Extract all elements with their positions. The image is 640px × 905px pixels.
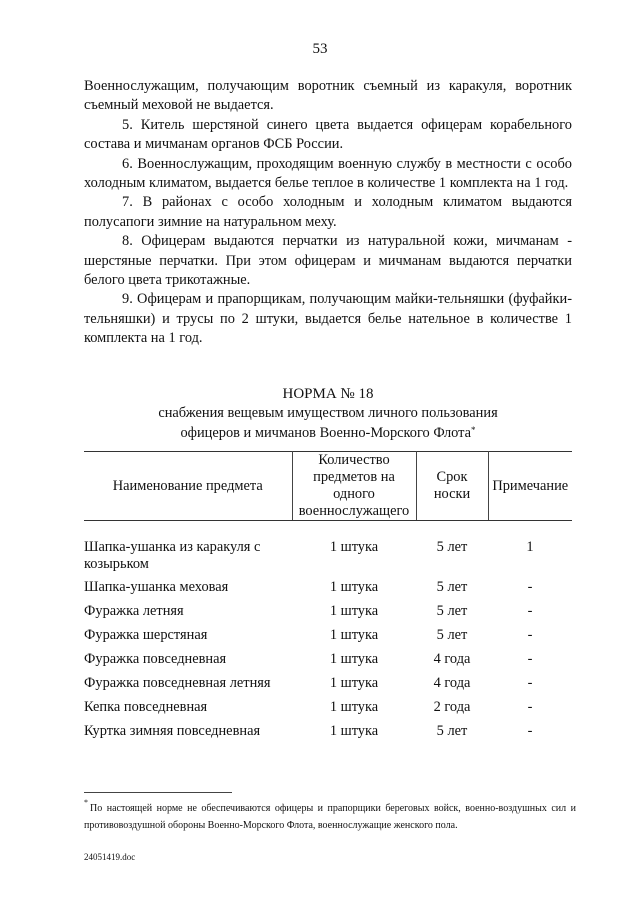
row-term: 4 года <box>433 651 471 667</box>
table-row <box>84 579 572 603</box>
norm-table <box>84 451 572 747</box>
body-text <box>84 77 572 349</box>
paragraph-8: 8. Офицерам выдаются перчатки из натуральной кожи, мичманам - шерстяные перчатки. При этом офицерам и мичманам выдаются перчатки белого цвета трикотажные. <box>84 233 572 289</box>
row-term: 5 лет <box>436 579 468 595</box>
row-item-name: Фуражка шерстяная <box>84 627 208 643</box>
table-row <box>84 651 572 675</box>
row-item-name: Фуражка повседневная <box>84 651 227 667</box>
paragraph-6: 6. Военнослужащим, проходящим военную службу в местности с особо холодным климатом, выдается белье теплое в количестве 1 комплекта на 1 год. <box>84 155 572 192</box>
row-quantity: 1 штука <box>329 675 379 691</box>
row-note: - <box>527 579 533 595</box>
norm-subtitle-line-2 <box>84 424 572 443</box>
footnote <box>84 800 576 834</box>
row-term: 5 лет <box>436 723 468 739</box>
row-item-name: Шапка-ушанка меховая <box>84 579 229 595</box>
paragraph-7: 7. В районах с особо холодным и холодным климатом выдаются полусапоги зимние на натуральном меху. <box>84 194 572 230</box>
row-quantity: 1 штука <box>329 539 379 555</box>
row-term: 4 года <box>433 675 471 691</box>
paragraph-collar: Военнослужащим, получающим воротник съемный из каракуля, воротник съемный меховой не выдается. <box>84 78 572 114</box>
paragraph-5: 5. Китель шерстяной синего цвета выдается офицерам корабельного состава и мичманам органов ФСБ России. <box>84 116 572 153</box>
footnote-text: По настоящей норме не обеспечиваются офицеры и прапорщики береговых войск, военно-воздушных сил и противовоздушной обороны Военно-Морского Флота, военнослужащие женского пола. <box>84 803 576 831</box>
table-row <box>84 699 572 723</box>
row-note: - <box>527 651 533 667</box>
table-header-row <box>84 452 572 521</box>
header-quantity: Количество предметов на одного военнослужащего <box>292 452 416 521</box>
paragraph-9: 9. Офицерам и прапорщикам, получающим майки-тельняшки (фуфайки-тельняшки) и трусы по 2 штуки, выдается белье нательное в количестве 1 комплекта на 1 год. <box>84 291 572 347</box>
row-term: 5 лет <box>436 627 468 643</box>
norm-footnote-mark: * <box>471 424 476 435</box>
document-filename: 24051419.doc <box>84 852 136 862</box>
row-quantity: 1 штука <box>329 651 379 667</box>
norm-subtitle-line-1: снабжения вещевым имуществом личного пользования <box>158 405 498 422</box>
row-note: - <box>527 699 533 715</box>
row-note: - <box>527 723 533 739</box>
row-note: - <box>527 603 533 619</box>
norm-title: НОРМА № 18 <box>282 386 374 402</box>
row-item-name: Кепка повседневная <box>84 699 208 715</box>
norm-subtitle-line-2-text: офицеров и мичманов Военно-Морского Флота <box>180 424 472 441</box>
row-quantity: 1 штука <box>329 627 379 643</box>
header-term: Срок носки <box>416 452 488 521</box>
row-note: 1 <box>526 539 534 555</box>
row-note: - <box>527 675 533 691</box>
table-row <box>84 603 572 627</box>
row-note: - <box>527 627 533 643</box>
footnote-divider <box>84 792 232 793</box>
header-note: Примечание <box>488 452 572 521</box>
table-row <box>84 723 572 747</box>
row-term: 5 лет <box>436 539 468 555</box>
row-term: 5 лет <box>436 603 468 619</box>
row-item-name: Шапка-ушанка из каракуля с козырьком <box>84 539 261 572</box>
row-quantity: 1 штука <box>329 603 379 619</box>
page-number: 53 <box>312 41 328 57</box>
footnote-asterisk: * <box>84 798 88 807</box>
table-row <box>84 627 572 651</box>
row-quantity: 1 штука <box>329 699 379 715</box>
table-row <box>84 675 572 699</box>
row-quantity: 1 штука <box>329 723 379 739</box>
table-row <box>84 521 572 580</box>
row-item-name: Фуражка повседневная летняя <box>84 675 271 691</box>
header-name: Наименование предмета <box>84 452 292 521</box>
row-item-name: Фуражка летняя <box>84 603 184 619</box>
row-quantity: 1 штука <box>329 579 379 595</box>
row-item-name: Куртка зимняя повседневная <box>84 723 261 739</box>
norm-heading <box>84 385 572 443</box>
row-term: 2 года <box>433 699 471 715</box>
